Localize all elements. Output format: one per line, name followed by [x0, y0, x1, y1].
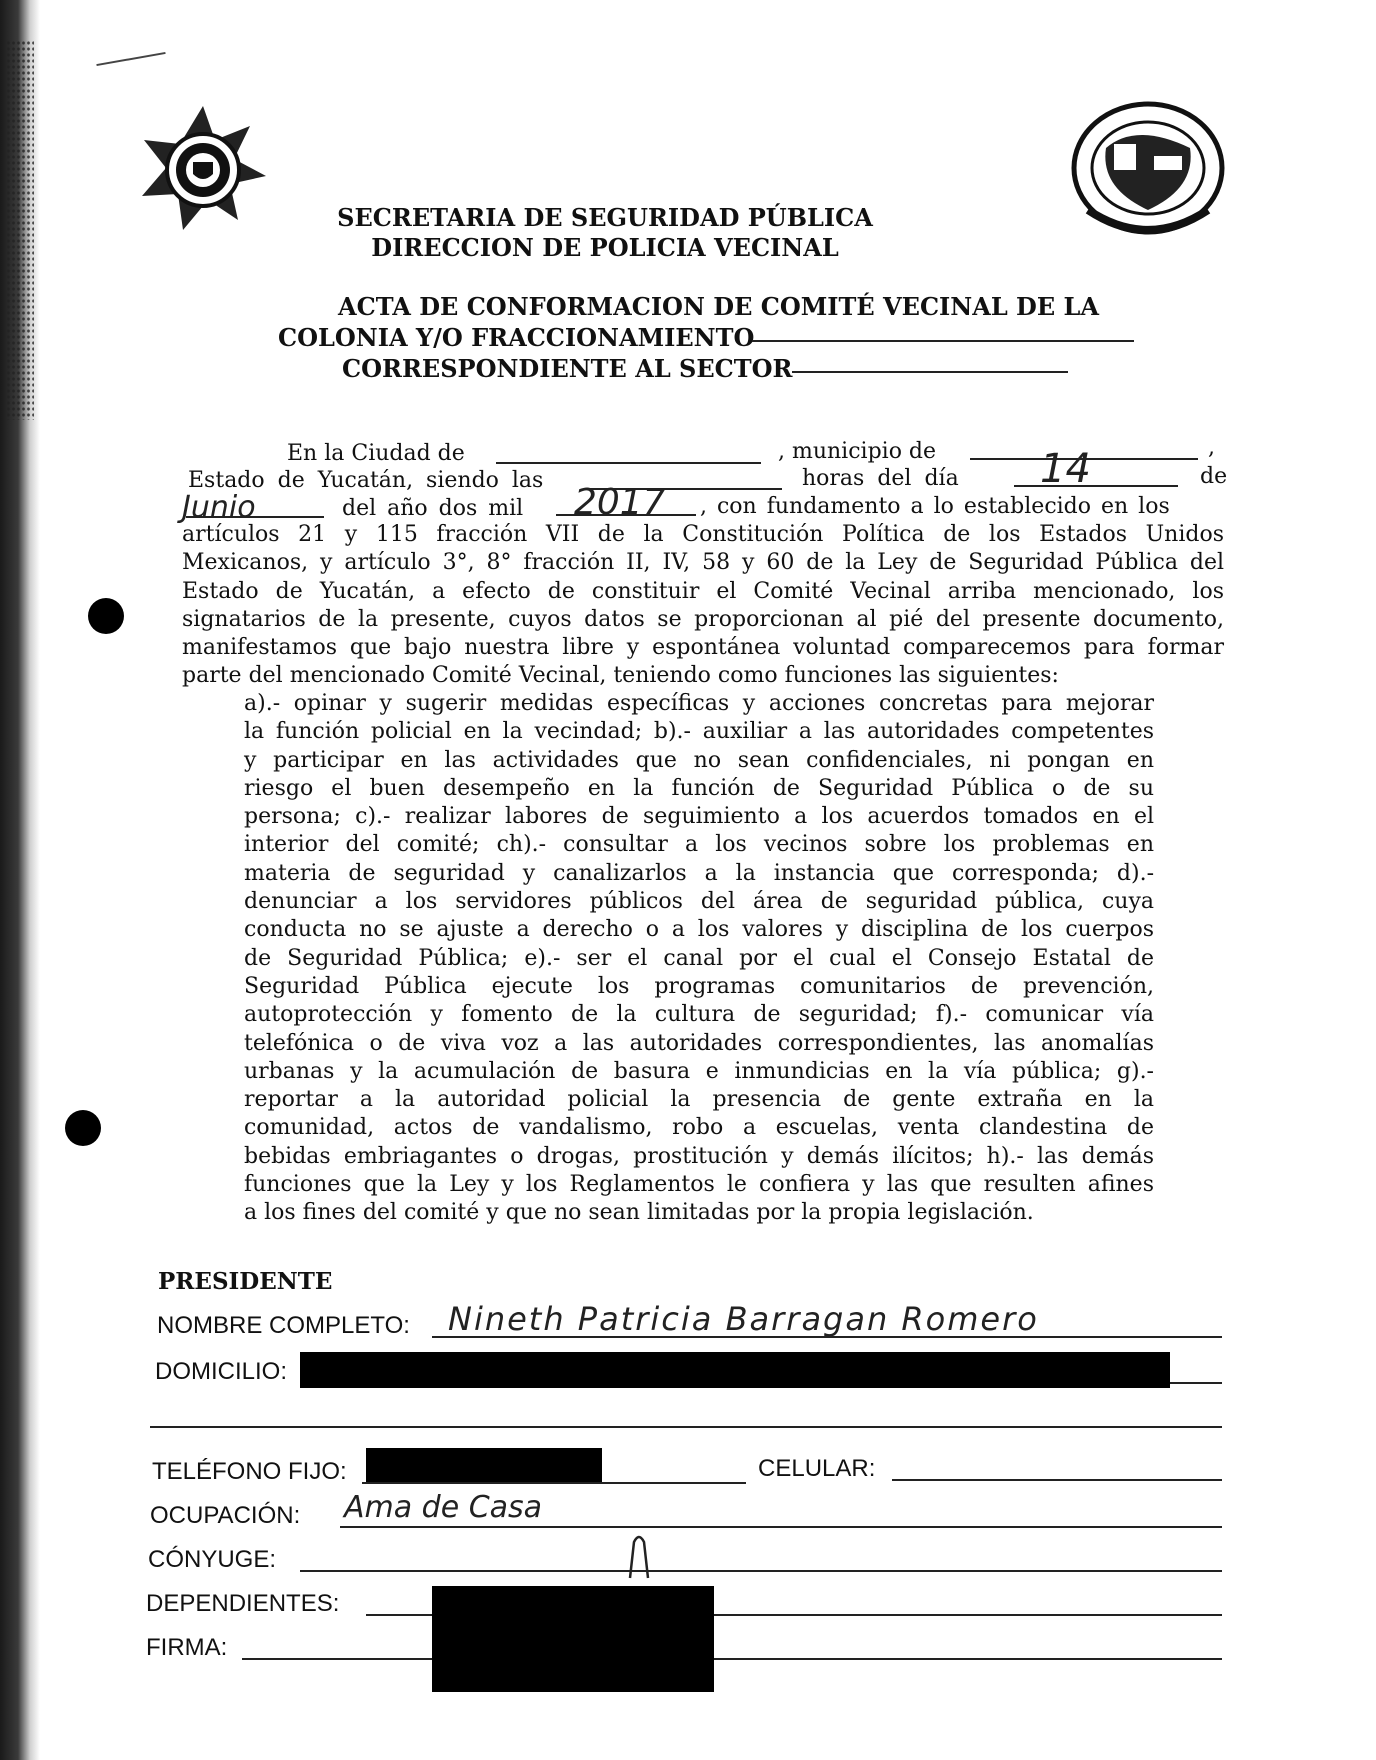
function-line: la función policial en la vecindad; b).- auxiliar a las autoridades competentes: [244, 719, 1154, 745]
ciudad-label: En la Ciudad de: [287, 441, 465, 466]
function-line: denunciar a los servidores públicos del área de seguridad pública, cuya: [244, 889, 1154, 915]
function-line: bebidas embriagantes o drogas, prostitución y demás ilícitos; h).- las demás: [244, 1143, 1154, 1169]
paragraph-line: parte del mencionado Comité Vecinal, teniendo como funciones las siguientes:: [182, 663, 1059, 689]
function-line: comunidad, actos de vandalismo, robo a escuelas, venta clandestina de: [244, 1115, 1154, 1141]
legal-paragraph: [182, 521, 1224, 691]
telefono-label: TELÉFONO FIJO:: [152, 1458, 347, 1485]
ocupacion-blank[interactable]: [340, 1526, 1222, 1528]
function-line: funciones que la Ley y los Reglamentos le confiera y las que resulten afines: [244, 1172, 1154, 1198]
conyuge-blank[interactable]: [300, 1570, 1222, 1572]
ocupacion-label: OCUPACIÓN:: [150, 1502, 301, 1529]
ciudad-blank: [496, 462, 761, 464]
pen-mark: [96, 52, 165, 66]
ocupacion-handwritten: Ama de Casa: [344, 1490, 543, 1525]
function-line: reportar a la autoridad policial la presencia de gente extraña en la: [244, 1087, 1154, 1113]
domicilio-label: DOMICILIO:: [155, 1358, 288, 1385]
function-line: a).- opinar y sugerir medidas específicas y acciones concretas para mejorar: [244, 691, 1154, 716]
section-title: PRESIDENTE: [158, 1268, 333, 1295]
de-label: de: [1200, 464, 1228, 489]
paragraph-line: artículos 21 y 115 fracción VII de la Constitución Política de los Estados Unidos: [182, 522, 1224, 547]
function-line: materia de seguridad y canalizarlos a la instancia que corresponda; d).-: [244, 860, 1154, 886]
paragraph-line: signatarios de la presente, cuyos datos se proporcionan al pié del presente documento,: [182, 606, 1224, 632]
redaction-firma: [432, 1586, 714, 1692]
paragraph-line: Mexicanos, y artículo 3°, 8° fracción II, IV, 58 y 60 de la Ley de Seguridad Pública del: [182, 550, 1224, 576]
anio-label: del año dos mil: [342, 496, 524, 521]
function-line: de Seguridad Pública; e).- ser el canal por el cual el Consejo Estatal de: [244, 945, 1154, 971]
dependientes-label: DEPENDIENTES:: [146, 1590, 340, 1617]
continuation-text: , con fundamento a lo establecido en los: [700, 494, 1170, 519]
function-line: riesgo el buen desempeño en la función de Seguridad Pública o de su: [244, 775, 1154, 801]
day-handwritten: 14: [1040, 446, 1091, 492]
nombre-handwritten: Nineth Patricia Barragan Romero: [448, 1300, 1039, 1338]
celular-label: CELULAR:: [758, 1455, 876, 1482]
function-line: conducta no se ajuste a derecho o a los valores y disciplina de los cuerpos: [244, 917, 1154, 943]
sector-blank: [792, 371, 1068, 373]
redaction-domicilio: [300, 1352, 1170, 1388]
dia-blank: [1014, 485, 1178, 487]
function-line: y participar en las actividades que no sean confidenciales, ni pongan en: [244, 747, 1154, 773]
domicilio-second-line[interactable]: [150, 1426, 1222, 1428]
municipio-label: , municipio de: [778, 439, 937, 464]
act-title-line2: COLONIA Y/O FRACCIONAMIENTO: [278, 323, 755, 352]
nombre-label: NOMBRE COMPLETO:: [157, 1312, 410, 1339]
estado-label: Estado de Yucatán, siendo las: [188, 468, 544, 493]
punch-hole-top: [88, 598, 124, 634]
paragraph-line: Estado de Yucatán, a efecto de constituir el Comité Vecinal arriba mencionado, los: [182, 578, 1224, 604]
celular-blank[interactable]: [892, 1479, 1222, 1481]
conyuge-label: CÓNYUGE:: [148, 1546, 277, 1573]
function-line: telefónica o de viva voz a las autoridades correspondientes, las anomalías: [244, 1030, 1154, 1056]
consejo-seguridad-seal: [1068, 98, 1228, 238]
function-line: Seguridad Pública ejecute los programas comunitarios de prevención,: [244, 973, 1154, 999]
function-line: interior del comité; ch).- consultar a los vecinos sobre los problemas en: [244, 832, 1154, 858]
month-handwritten: Junio: [182, 490, 256, 525]
horas-label: horas del día: [802, 466, 959, 491]
paragraph-line: manifestamos que bajo nuestra libre y espontánea voluntad comparecemos para formar: [182, 635, 1224, 661]
act-title-line1: ACTA DE CONFORMACION DE COMITÉ VECINAL DE LA: [338, 292, 1100, 321]
firma-label: FIRMA:: [146, 1634, 228, 1661]
agency-title: SECRETARIA DE SEGURIDAD PÚBLICA: [337, 203, 873, 232]
redaction-telefono: [366, 1448, 602, 1482]
telefono-blank[interactable]: [362, 1482, 746, 1484]
scan-noise: [6, 40, 34, 420]
functions-list: [244, 690, 1154, 1228]
colonia-blank: [752, 340, 1134, 342]
function-line: a los fines del comité y que no sean limitadas por la propia legislación.: [244, 1200, 1034, 1226]
function-line: autoprotección y fomento de la cultura de seguridad; f).- comunicar vía: [244, 1002, 1154, 1028]
act-title-line3: CORRESPONDIENTE AL SECTOR: [342, 354, 793, 383]
function-line: persona; c).- realizar labores de seguimiento a los acuerdos tomados en el: [244, 804, 1154, 830]
department-title: DIRECCION DE POLICIA VECINAL: [371, 233, 839, 262]
function-line: urbanas y la acumulación de basura e inmundicias en la vía pública; g).-: [244, 1058, 1154, 1084]
firma-blank[interactable]: [242, 1658, 1222, 1660]
punch-hole-bottom: [65, 1110, 101, 1146]
year-handwritten: 2017: [574, 482, 666, 523]
conyuge-mark: [624, 1534, 654, 1580]
comma: ,: [1208, 435, 1215, 460]
